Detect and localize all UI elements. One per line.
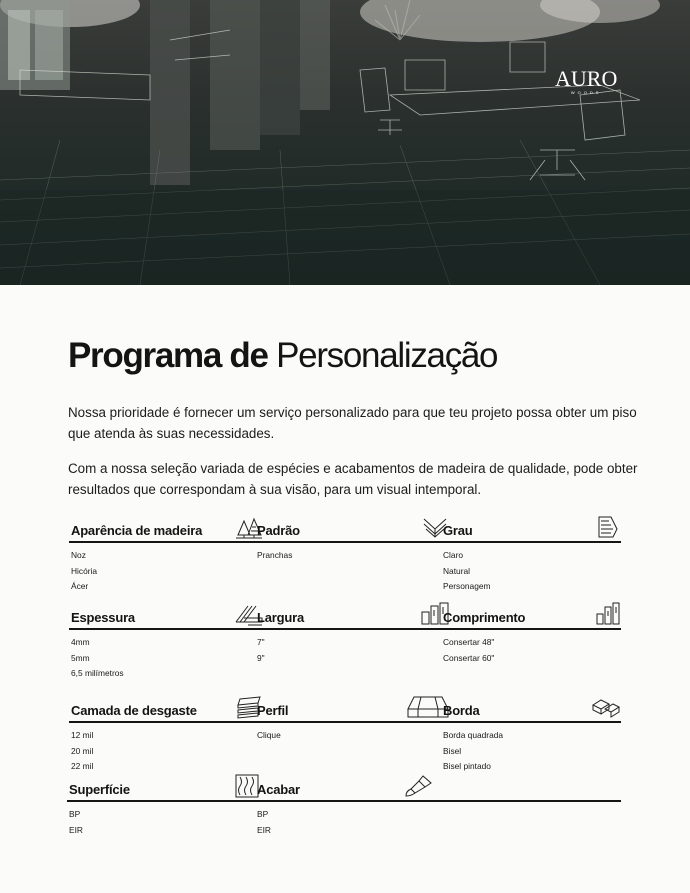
list-item: Consertar 60" [443,652,495,663]
category-borda [441,700,621,775]
list-item: Borda quadrada [443,730,504,740]
list-item: 22 mil [71,761,94,771]
category-acabar [255,779,450,838]
list-item: Noz [71,550,86,560]
list-item: EIR [257,824,271,835]
list-item: 7" [257,637,265,647]
category-label: Espessura [71,610,135,625]
list-item: Ácer [71,581,89,591]
category-label: Acabar [257,782,300,797]
auro-woods-logo [555,68,617,96]
list-item: 9" [257,652,265,663]
category-camada [69,700,264,775]
page-title [68,336,497,376]
category-espessura [69,607,264,682]
logo-sub: WOODS [570,90,602,95]
list-item: Pranchas [257,550,293,560]
list-item: BP [257,809,269,819]
wood-grain-icon [591,515,621,539]
category-largura [255,607,450,666]
logo-word: AURO [555,66,618,91]
office-sketch-illustration [0,0,690,285]
category-aparencia [69,520,264,595]
category-label: Largura [257,610,305,625]
edge-blocks-icon [591,695,621,719]
list-item: 20 mil [71,745,94,756]
paintbrush-icon [403,774,433,798]
list-item: 5mm [71,652,90,663]
category-perfil [255,700,450,744]
length-bars-icon [591,602,621,626]
list-item: 12 mil [71,730,94,740]
list-item: Consertar 48" [443,637,495,647]
list-item: 6,5 milímetros [71,668,124,678]
category-superficie [67,779,262,838]
category-label: Camada de desgaste [71,703,197,718]
intro-paragraph-2: Com a nossa seleção variada de espécies e acabamentos de madeira de qualidade, pode obter resultados que correspondam à sua visão, para um visual intemporal. [68,461,638,497]
list-item: Clique [257,730,281,740]
list-item: Claro [443,550,464,560]
list-item: EIR [69,824,83,835]
category-label: Perfil [257,703,289,718]
category-comprimento [441,607,621,666]
list-item: Bisel pintado [443,761,491,771]
category-grau [441,520,621,595]
list-item: Natural [443,565,470,576]
hero-office-image [0,0,690,285]
intro-paragraph-1: Nossa prioridade é fornecer um serviço personalizado para que teu projeto possa obter um piso que atenda às suas necessidades. [68,405,637,441]
category-label: Aparência de madeira [71,523,203,538]
list-item: BP [69,809,81,819]
category-label: Padrão [257,523,300,538]
list-item: Hicória [71,565,98,576]
category-padrao [255,520,450,564]
category-label: Grau [443,523,473,538]
list-item: Personagem [443,581,491,591]
title-light: Personalização [276,336,498,375]
category-label: Comprimento [443,610,526,625]
category-label: Superfície [69,782,130,797]
list-item: Bisel [443,745,462,756]
list-item: 4mm [71,637,90,647]
category-label: Borda [443,703,480,718]
title-bold: Programa de [68,336,268,375]
